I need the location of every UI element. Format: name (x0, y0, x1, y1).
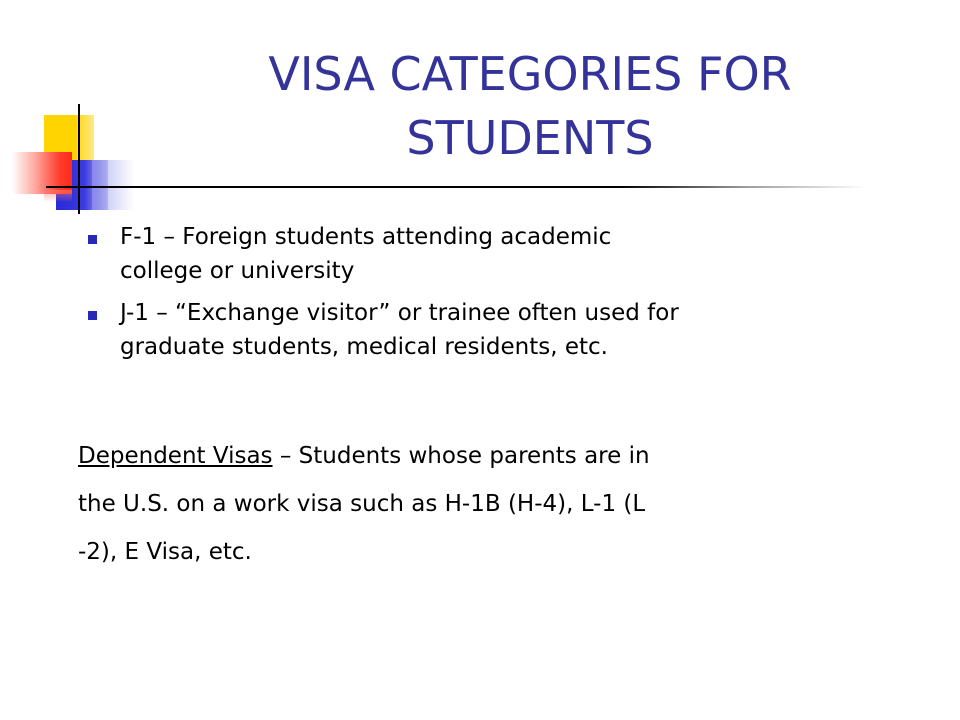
dependent-visas-heading: Dependent Visas (78, 443, 273, 469)
bullet-item-f1 (0, 220, 840, 288)
bullet-text-line: F-1 – Foreign students attending academic (120, 224, 612, 250)
dependent-visas-line-2: the U.S. on a work visa such as H-1B (H-4), L-1 (L (78, 491, 646, 517)
vertical-rule-line (78, 104, 80, 214)
slide-title-line-2: STUDENTS (406, 111, 654, 165)
dependent-visas-text: – Students whose parents are in (272, 443, 650, 469)
red-fade-decoration (44, 190, 72, 202)
horizontal-rule-line (46, 186, 866, 188)
bullet-text-line: J-1 – “Exchange visitor” or trainee often used for (120, 300, 679, 326)
slide-title-line-1: VISA CATEGORIES FOR (268, 47, 792, 101)
red-square-decoration (12, 152, 72, 194)
bullet-text-line: graduate students, medical residents, etc. (120, 334, 608, 360)
blue-square-decoration (56, 160, 108, 210)
square-bullet-icon (88, 311, 97, 320)
bullet-list (0, 220, 960, 372)
dependent-visas-paragraph (78, 432, 838, 576)
slide-title (200, 42, 860, 170)
yellow-square-decoration (44, 115, 94, 167)
bullet-text-line: college or university (120, 258, 355, 284)
blue-fade-decoration (92, 160, 134, 210)
square-bullet-icon (88, 235, 97, 244)
bullet-item-j1 (0, 296, 840, 364)
dependent-visas-line-3: -2), E Visa, etc. (78, 539, 252, 565)
dependent-visas-line-1 (78, 432, 838, 480)
